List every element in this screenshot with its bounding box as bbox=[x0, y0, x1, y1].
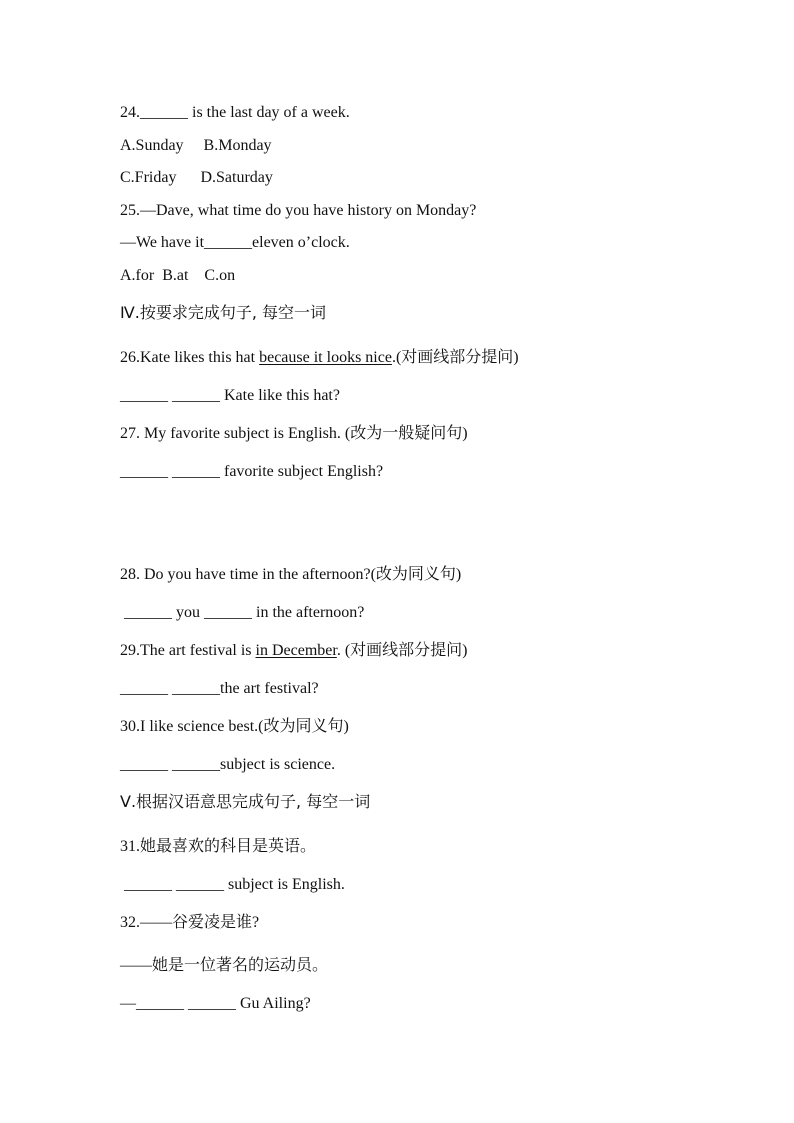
q31-stem: 31.她最喜欢的科目是英语。 bbox=[120, 838, 317, 855]
q29-stem bbox=[120, 641, 467, 661]
q26-answer: ______ ______ Kate like this hat? bbox=[120, 387, 340, 404]
q24-options-row2: C.Friday D.Saturday bbox=[120, 169, 273, 186]
q29-suffix: . (对画线部分提问) bbox=[336, 642, 468, 659]
q29-underlined: in December bbox=[255, 642, 337, 659]
q31-answer: ______ ______ subject is English. bbox=[120, 876, 345, 893]
q29-answer: ______ ______the art festival? bbox=[120, 680, 319, 697]
q25-reply: —We have it______eleven o’clock. bbox=[120, 234, 350, 251]
q32-answer: —______ ______ Gu Ailing? bbox=[120, 995, 311, 1012]
q25-options: A.for B.at C.on bbox=[120, 267, 236, 284]
q25-stem: 25.—Dave, what time do you have history on Monday? bbox=[120, 202, 477, 219]
q24-stem: 24.______ is the last day of a week. bbox=[120, 104, 350, 121]
q29-prefix: 29.The art festival is bbox=[120, 642, 256, 659]
q28-stem: 28. Do you have time in the afternoon?(改为同义句) bbox=[120, 566, 462, 583]
q32-reply: ——她是一位著名的运动员。 bbox=[120, 957, 329, 974]
q32-stem: 32.——谷爱凌是谁? bbox=[120, 914, 260, 931]
q24-options-row1: A.Sunday B.Monday bbox=[120, 137, 272, 154]
section4-title: Ⅳ.按要求完成句子, 每空一词 bbox=[120, 303, 327, 322]
q26-underlined: because it looks nice bbox=[259, 349, 392, 366]
q26-suffix: .(对画线部分提问) bbox=[391, 349, 519, 366]
q30-answer: ______ ______subject is science. bbox=[120, 756, 336, 773]
q26-stem bbox=[120, 348, 519, 368]
q27-stem: 27. My favorite subject is English. (改为一般疑问句) bbox=[120, 425, 468, 442]
q28-answer: ______ you ______ in the afternoon? bbox=[120, 604, 365, 621]
section5-title: Ⅴ.根据汉语意思完成句子, 每空一词 bbox=[120, 792, 371, 811]
q26-prefix: 26.Kate likes this hat bbox=[120, 349, 260, 366]
q27-answer: ______ ______ favorite subject English? bbox=[120, 463, 384, 480]
q30-stem: 30.I like science best.(改为同义句) bbox=[120, 718, 349, 735]
